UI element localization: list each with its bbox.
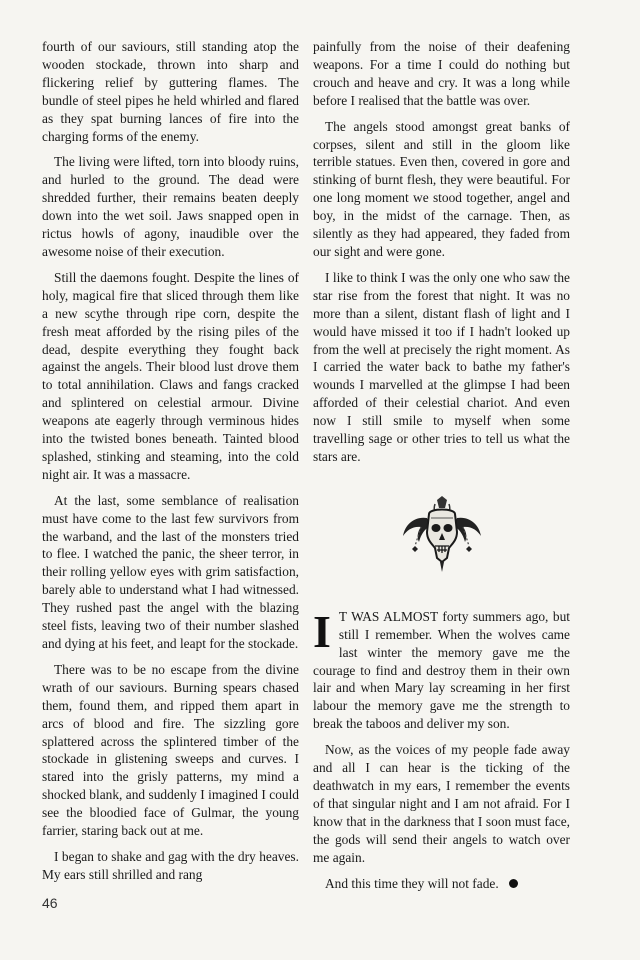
paragraph: fourth of our saviours, still standing atop the wooden stockade, thrown into sharp and flickering relief by guttering flames. The bundle of steel pipes he held whirled and flared as they spat burning lances of fire into the charging forms of the enemy. bbox=[42, 39, 299, 144]
right-column bbox=[313, 38, 570, 900]
paragraph-text: And this time they will not fade. bbox=[325, 875, 499, 891]
paragraph: Still the daemons fought. Despite the lines of holy, magical fire that sliced through them like a new scythe through ripe corn, despite the fresh meat afforded by the rising piles of the dead, despite everything they fought back against the angels. Their blood lust drove them to total annihilation. Claws and fangs cracked and splintered on celestial armour. Divine weapons ate eagerly through verminous hides into the twisted bones beneath. Tainted blood splashed, stinking and steaming, into the cold night air. It was a massacre. bbox=[42, 269, 299, 482]
drop-cap: I bbox=[313, 605, 331, 657]
paragraph: There was to be no escape from the divine wrath of our saviours. Burning spears chased them, found them, and ripped them apart in arcs of blood and fire. The sizzling gore splattered across the splintered timber of the stockade in glistening sweeps and curves. I stared into the grisly patterns, my mind a shocked blank, and suddenly I imagined I could see the bloodied face of Gulmar, the young farrier, staring back out at me. bbox=[42, 661, 299, 839]
paragraph: I like to think I was the only one who saw the star rise from the forest that night. It was no more than a silent, distant flash of light and I would have missed it too if I hadn't looked up from the well at precisely the right moment. As I carried the water back to bathe my father's wounds I marvelled at the glimpse I had been afforded of their celestial chariot. And even now I still smile to myself when some travelling sage or other tries to tell us what the stars are. bbox=[313, 269, 570, 464]
left-column bbox=[42, 38, 299, 892]
horned-skull-icon bbox=[397, 496, 487, 574]
paragraph: The angels stood amongst great banks of corpses, silent and still in the gloom like terrible statues. Even then, covered in gore and stinking of burnt flesh, they were beautiful. For one long moment we stood together, angel and boy, in the midst of the carnage. Then, as silently as they had appeared, they faded from our sight and were gone. bbox=[313, 118, 570, 259]
final-paragraph bbox=[313, 875, 570, 893]
paragraph: At the last, some semblance of realisation must have come to the last few survivors from the warband, and the last of the monsters tried to flee. I watched the panic, the sheer terror, in their rolling yellow eyes with grim satisfaction, barely able to understand what I had witnessed. They rushed past the angel with the blazing steel fists, leaving two of their number slashed and dying at his feet, and leapt for the stockade. bbox=[42, 492, 299, 651]
page-number: 46 bbox=[42, 895, 58, 911]
paragraph-text: T WAS ALMOST forty summers ago, but still I remember. When the wolves came last winter the memory gave me the courage to find and destroy them in their own lair and when Mary lay screaming in her first labour the memory gave me the strength to break the taboos and deliver my son. bbox=[313, 608, 570, 732]
paragraph: I began to shake and gag with the dry heaves. My ears still shrilled and rang bbox=[42, 848, 299, 882]
dropcap-paragraph bbox=[313, 605, 570, 733]
paragraph: The living were lifted, torn into bloody ruins, and hurled to the ground. The dead were shredded further, their remains beaten deeply down into the wet soil. Jaws snapped open in rictus howls of agony, inaudible over the awesome noise of their execution. bbox=[42, 154, 299, 259]
section-ornament bbox=[313, 496, 570, 574]
end-mark-icon bbox=[509, 879, 518, 888]
paragraph: Now, as the voices of my people fade away and all I can hear is the ticking of the deathwatch in my ears, I remember the events of that singular night and I am not afraid. For I know that in the darkness that I soon must face, the gods will send their angels to watch over me again. bbox=[313, 742, 570, 865]
paragraph: painfully from the noise of their deafening weapons. For a time I could do nothing but crouch and heave and cry. It was a long while before I realised that the battle was over. bbox=[313, 39, 570, 108]
